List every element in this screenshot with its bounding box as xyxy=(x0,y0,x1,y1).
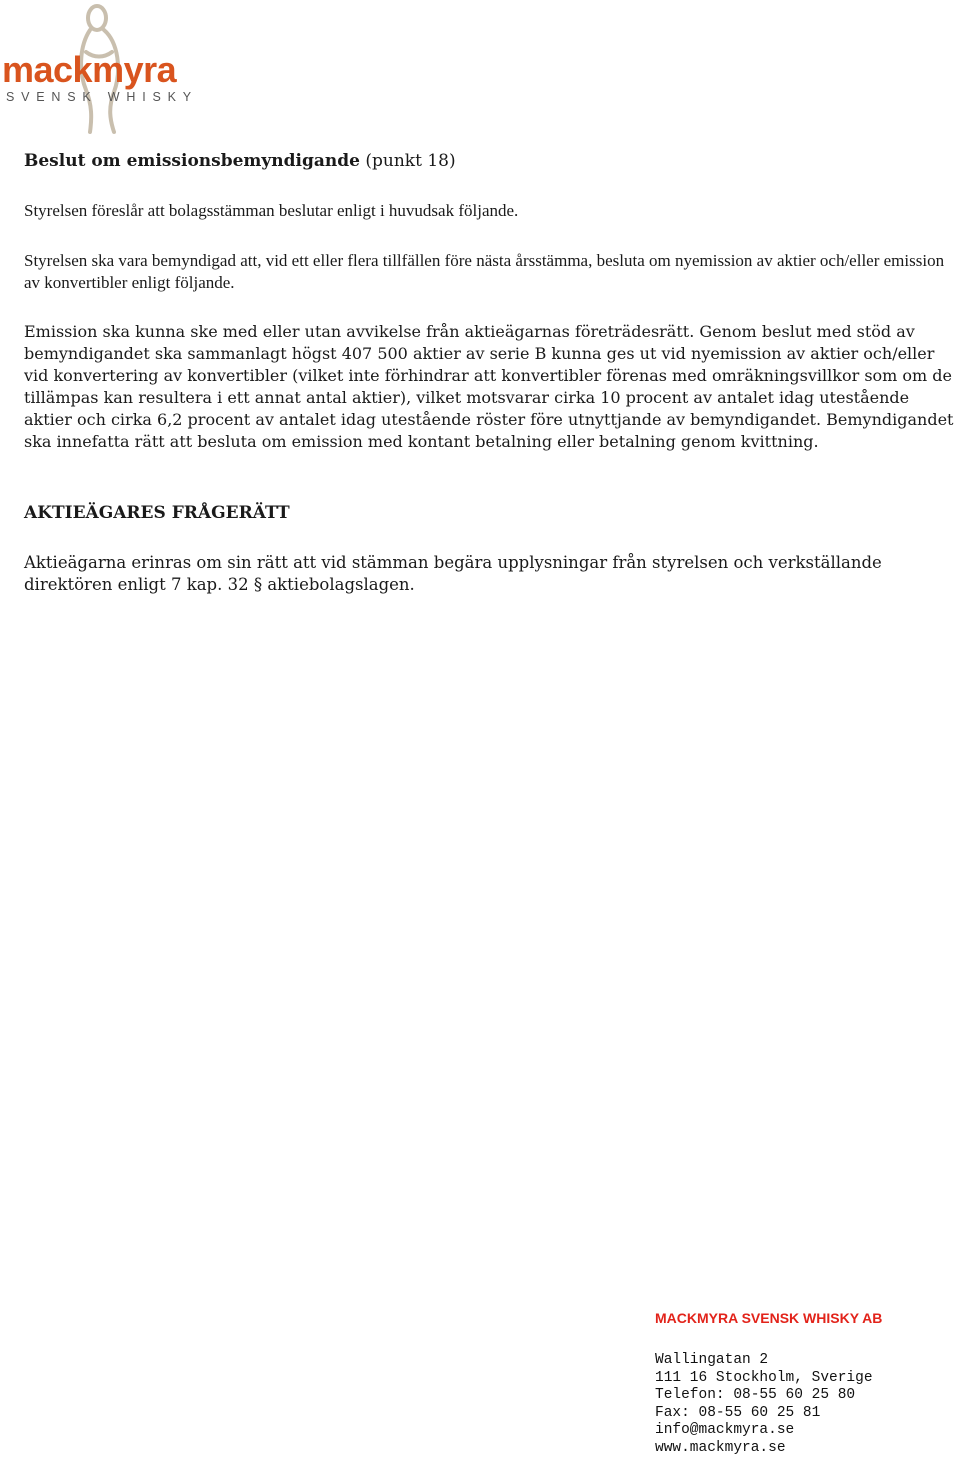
footer-fax: Fax: 08-55 60 25 81 xyxy=(655,1404,821,1421)
mackmyra-logo xyxy=(0,0,200,140)
footer-phone: Telefon: 08-55 60 25 80 xyxy=(655,1387,856,1403)
paragraph-emission-terms: Emission ska kunna ske med eller utan avvikelse från aktieägarnas företrädesrätt. Genom beslut med stöd av bemyndigandet ska sammanlagt högst 407 500 aktier av serie B kunna ges ut vid nyemission av aktier och/eller vid konvertering av konvertibler (vilket inte förhindrar att konvertibler förenas med omräkningsvillkor som om de tillämpas kan resultera i ett annat antal aktier), vilket motsvarar cirka 10 procent av antalet idag utestående aktier och cirka 6,2 procent av antalet idag utestående röster före utnyttjande av bemyndigandet. Bemyndigandet ska innefatta rätt att besluta om emission med kontant betalning eller betalning genom kvittning. xyxy=(24,322,954,451)
paragraph-authorization: Styrelsen ska vara bemyndigad att, vid ett eller flera tillfällen före nästa årsstämma, besluta om nyemission av aktier och/eller emission av konvertibler enligt följande. xyxy=(24,251,945,292)
section-heading-shareholder-questions: AKTIEÄGARES FRÅGERÄTT xyxy=(24,503,290,523)
paragraph-intro: Styrelsen föreslår att bolagsstämman beslutar enligt i huvudsak följande. xyxy=(24,201,519,220)
paragraph-shareholder-rights: Aktieägarna erinras om sin rätt att vid stämman begära upplysningar från styrelsen och verkställande direktören enligt 7 kap. 32 § aktiebolagslagen. xyxy=(24,553,882,594)
logo-tagline: SVENSK WHISKY xyxy=(6,90,198,104)
footer-company-name: MACKMYRA SVENSK WHISKY AB xyxy=(655,1310,883,1326)
footer-email-link[interactable]: info@mackmyra.se xyxy=(655,1422,795,1438)
footer-address-block xyxy=(655,1352,955,1457)
footer-website-link[interactable]: www.mackmyra.se xyxy=(655,1439,786,1456)
footer-address: Wallingatan 2 xyxy=(655,1352,769,1368)
section-title-suffix: (punkt 18) xyxy=(365,151,456,171)
footer-city: 111 16 Stockholm, Sverige xyxy=(655,1369,873,1386)
logo-wordmark: mackmyra xyxy=(2,49,177,90)
footer-contact xyxy=(655,1310,955,1457)
section-title-bold: Beslut om emissionsbemyndigande xyxy=(24,151,360,171)
section-title xyxy=(24,150,456,172)
mackmyra-logo-graphic xyxy=(0,0,200,140)
